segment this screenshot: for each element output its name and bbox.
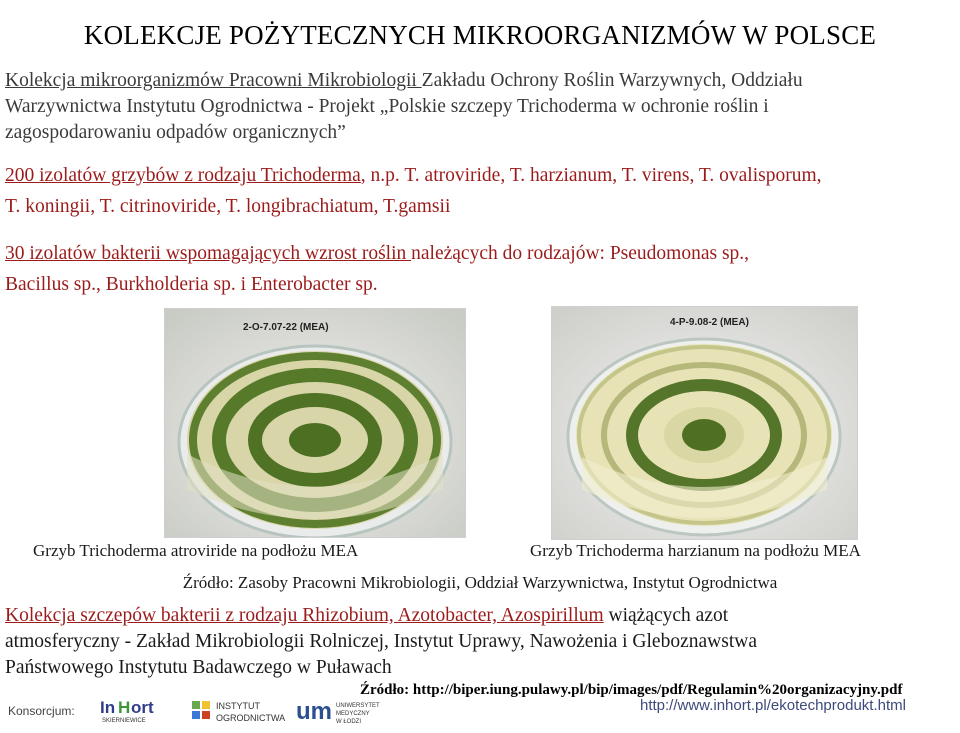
caption-atroviride: Grzyb Trichoderma atroviride na podłożu MEA (33, 541, 359, 560)
paragraph-bacteria-isolates (5, 238, 955, 300)
para3-rest: należących do rodzajów: Pseudomonas sp., (411, 243, 750, 264)
svg-text:INSTYTUT: INSTYTUT (216, 701, 260, 711)
plate-label-1: 2-O-7.07-22 (MEA) (243, 322, 329, 333)
inhort-logo (100, 697, 180, 723)
para4-rest: wiążących azot (603, 605, 729, 626)
svg-text:ort: ort (131, 698, 154, 717)
um-lodz-logo (296, 697, 406, 725)
caption-harzianum: Grzyb Trichoderma harzianum na podłożu MEA (530, 541, 861, 560)
paragraph-collection-trichoderma-project (5, 68, 955, 146)
svg-text:SKIERNIEWICE: SKIERNIEWICE (102, 718, 146, 723)
svg-text:MEDYCZNY: MEDYCZNY (336, 711, 370, 717)
svg-text:OGRODNICTWA: OGRODNICTWA (216, 713, 286, 723)
paragraph-trichoderma-isolates (5, 160, 955, 222)
link-collection-pracownia[interactable]: Kolekcja mikroorganizmów Pracowni Mikrobiologii (5, 70, 422, 91)
source-note-1: Źródło: Zasoby Pracowni Mikrobiologii, Oddział Warzywnictwa, Instytut Ogrodnictwa (182, 573, 778, 592)
link-trichoderma-isolates[interactable]: 200 izolatów grzybów z rodzaju Trichoderma (5, 165, 361, 186)
svg-text:W ŁODZI: W ŁODZI (336, 719, 361, 725)
para2-line2: T. koningii, T. citrinoviride, T. longibrachiatum, T.gamsii (5, 196, 451, 217)
svg-text:UNIWERSYTET: UNIWERSYTET (336, 703, 380, 709)
link-rhizobium-collection[interactable]: Kolekcja szczepów bakterii z rodzaju Rhizobium, Azotobacter, Azospirillum (5, 605, 604, 626)
source-note-2: Źródło: http://biper.iung.pulawy.pl/bip/images/pdf/Regulamin%20organizacyjny.pdf (360, 682, 903, 698)
paragraph-rhizobium-collection (5, 603, 955, 681)
para1-line3: zagospodarowaniu odpadów organicznych” (5, 122, 346, 143)
footer-url-link[interactable]: http://www.inhort.pl/ekotechprodukt.html (640, 697, 906, 714)
para4-line3: Państwowego Instytutu Badawczego w Puławach (5, 657, 392, 678)
petri-dish-photo-harzianum (551, 306, 858, 540)
petri-dish-illustration-2 (552, 307, 857, 539)
para1-line2: Warzywnictwa Instytutu Ogrodnictwa - Projekt „Polskie szczepy Trichoderma w ochronie roślin i (5, 96, 769, 117)
para1-rest: Zakładu Ochrony Roślin Warzywnych, Oddziału (421, 70, 803, 91)
konsorcjum-label: Konsorcjum: (8, 704, 75, 718)
svg-text:In: In (100, 698, 116, 717)
para3-line2: Bacillus sp., Burkholderia sp. i Enterobacter sp. (5, 274, 378, 295)
plate-label-2: 4-P-9.08-2 (MEA) (670, 317, 749, 328)
petri-dish-illustration-1 (165, 309, 465, 537)
svg-text:H: H (118, 698, 131, 717)
para2-rest: , n.p. T. atroviride, T. harzianum, T. virens, T. ovalisporum, (360, 165, 822, 186)
page-title: KOLEKCJE POŻYTECZNYCH MIKROORGANIZMÓW W POLSCE (83, 20, 877, 50)
link-bacteria-isolates[interactable]: 30 izolatów bakterii wspomagających wzrost roślin (5, 243, 412, 264)
petri-dish-photo-atroviride (164, 308, 466, 538)
instytut-ogrodnictwa-logo (192, 697, 292, 725)
para4-line2: atmosferyczny - Zakład Mikrobiologii Rolniczej, Instytut Uprawy, Nawożenia i Gleboznawstwa (5, 631, 757, 652)
svg-text:um: um (296, 698, 332, 725)
